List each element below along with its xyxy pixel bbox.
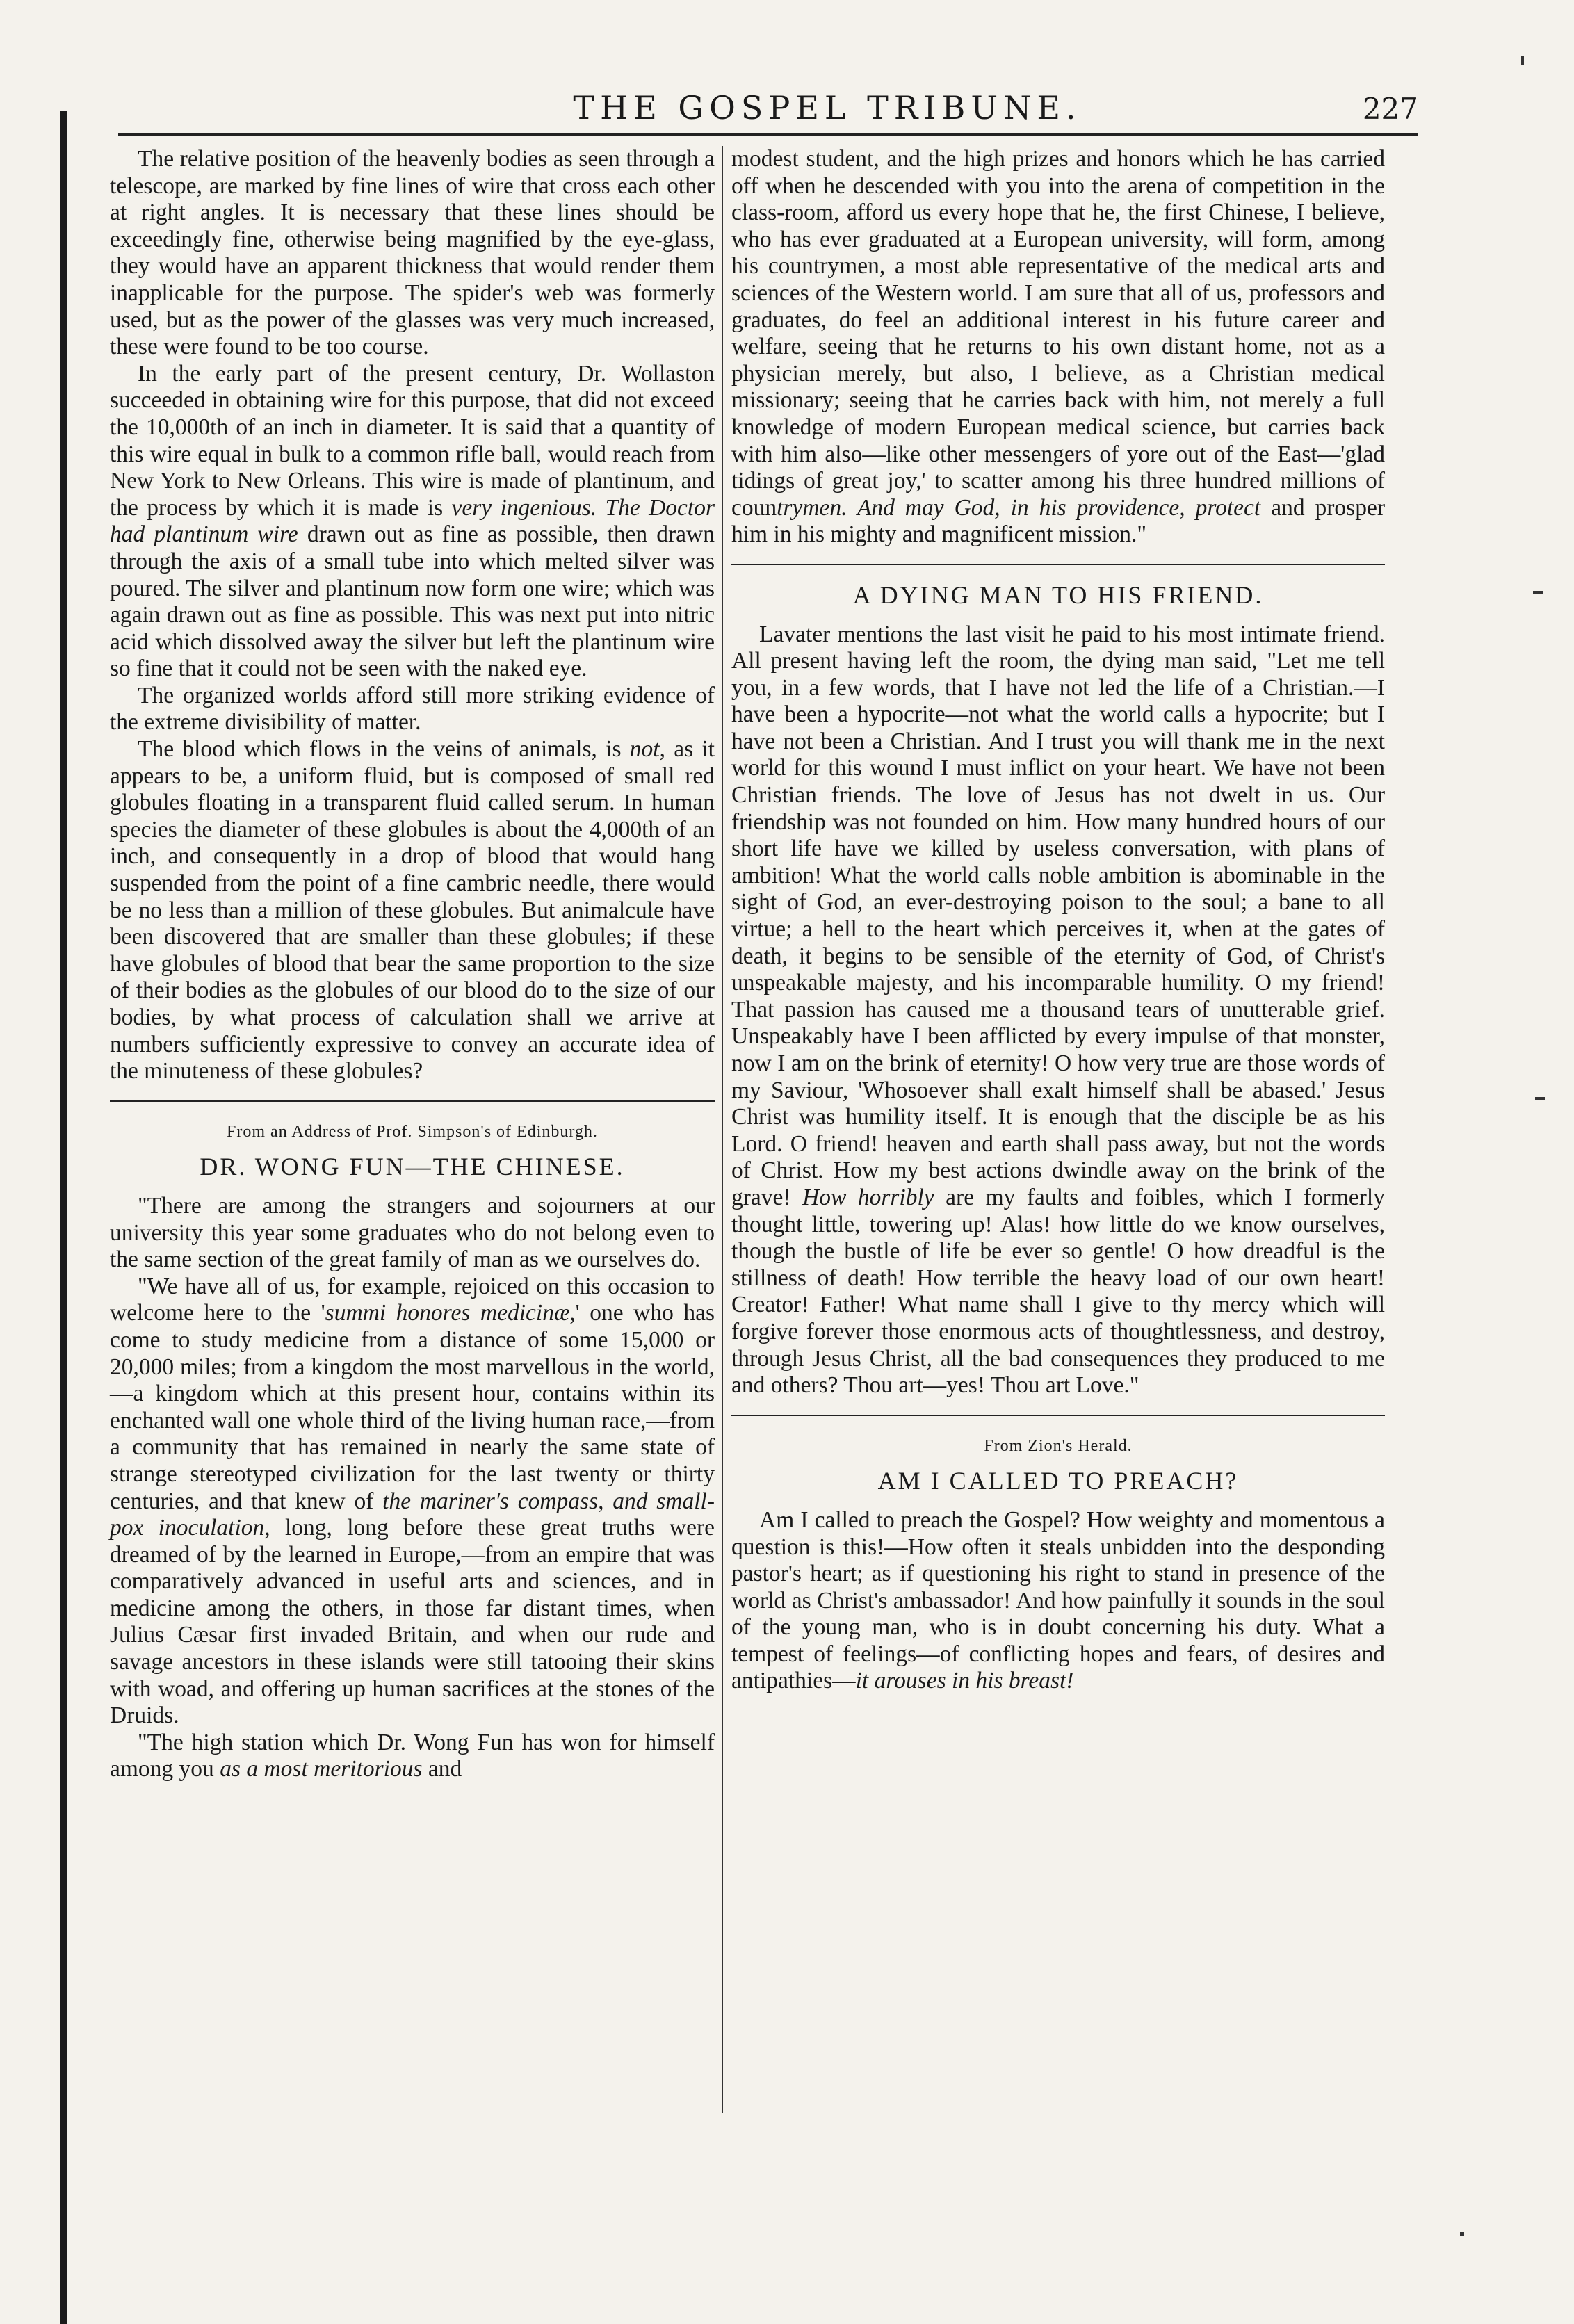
wire-paragraph-1: The relative position of the heavenly bodies as seen through a telescope, are marked by fine lines of wire that cross each other at right angles. It is necessary that these lines should be exceedingly fine, otherwise being magnified by the eye-glass, they would have an apparent thickness that would render them inapplicable for the purpose. The spider's web was formerly used, but as the power of the glasses was very much increased, these were found to be too course. <box>110 146 715 360</box>
italic-run: as a most meritorious <box>220 1756 423 1782</box>
wong-fun-continuation <box>731 146 1385 549</box>
right-column <box>731 146 1385 1695</box>
text-run: drawn out as fine as possible, then drawn through the axis of a small tube into which melted silver was poured. The silver and plantinum now form one wire; which was again drawn out as fine as possible. This was next put into nitric acid which dissolved away the silver but left the plantinum wire so fine that it could not be seen with the naked eye. <box>110 521 715 682</box>
preach-paragraph <box>731 1507 1385 1695</box>
italic-run: summi honores medicinæ <box>325 1300 570 1326</box>
article-heading: A DYING MAN TO HIS FRIEND. <box>852 580 1264 609</box>
margin-mark <box>1533 591 1543 594</box>
text-run: The blood which flows in the veins of animals, is <box>138 736 630 763</box>
italic-run: very ingenious. The Doctor had plantinum wire <box>110 494 715 548</box>
page-number: 227 <box>1362 92 1418 126</box>
text-run: modest student, and the high prizes and honors which he has carried off when he descended with you into the arena of competition in the class-room, afford us every hope that he, the first Chinese, I believe, who has ever graduated at a European university, will form, among his countrymen, a most able representative of the medical arts and sciences of the Western world. I am sure that all of us, professors and graduates, do feel an additional interest in his future career and welfare, seeing that he returns to his own distant home, not as a physician merely, but also, I believe, as a Christian medical missionary; seeing that he carries back with him, not merely a full knowledge of modern European medical science, but carries back with him also—like other messengers of yore out of the East—'glad tidings of great joy,' to scatter among his three hundred millions of coun <box>731 146 1385 521</box>
article-heading: DR. WONG FUN—THE CHINESE. <box>200 1153 625 1181</box>
text-run: and <box>422 1756 462 1782</box>
text-run: are my faults and foibles, which I formerly thought little, towering up! Alas! how little do we know ourselves, though the bustle of life be ever so gentle! O how dreadful is the stillness of death! How terrible the heavy load of our own heart! Creator! Father! What name shall I give to thy mercy which will forgive forever those enormous acts of thoughtlessness, and destroy, through Jesus Christ, all the bad consequences they produced to me and others? Thou art—yes! Thou art Love." <box>731 1184 1385 1399</box>
column-divider <box>722 146 723 2113</box>
text-run: "We have all of us, for example, rejoiced on this occasion to welcome here to the ' <box>110 1273 715 1326</box>
text-run: Am I called to preach the Gospel? How weighty and momentous a question is this!—How often it steals unbidden into the desponding pastor's heart; as if questioning his right to stand in presence of the world as Christ's ambassador! And how painfully it sounds in the soul of the young man, who is in doubt concerning his duty. What a tempest of feelings—of conflicting hopes and fears, of desires and antipathies— <box>731 1506 1385 1694</box>
text-run: "The high station which Dr. Wong Fun has won for himself among you <box>110 1729 715 1782</box>
wong-fun-paragraph-1: "There are among the strangers and sojourners at our university this year some graduates who do not belong even to the same section of the great family of man as we ourselves do. <box>110 1192 715 1273</box>
margin-mark <box>1521 56 1524 65</box>
italic-run: it arouses in his breast! <box>855 1668 1074 1694</box>
dying-man-paragraph <box>731 621 1385 1399</box>
italic-run: the mariner's compass, and small-pox inoculation, <box>110 1488 715 1541</box>
wong-fun-paragraph-3 <box>110 1730 715 1783</box>
section-rule <box>731 1415 1385 1416</box>
text-run: Lavater mentions the last visit he paid to his most intimate friend. All present having left the room, the dying man said, "Let me tell you, in a few words, that I have not led the life of a Christian.—I have been a hypocrite—not what the world calls a hypocrite; but I have not been a Christian. And I trust you will thank me in the next world for this wound I must inflict on your heart. We have not been Christian friends. The love of Jesus has not dwelt in us. Our friendship was not founded on him. How many hundred hours of our short life have we killed by useless conversation, with plans of ambition! What the world calls noble ambition is abominable in the sight of God, an ever-destroying poison to the soul; a bane to all virtue; a hell to the heart which perceives it, when at the gates of death, it begins to be sensible of the eternity of God, of Christ's unspeakable majesty, and his incomparable humility. O my friend! That passion has caused me a thousand tears of unutterable grief. Unspeakably have I been afflicted by every impulse of that monster, now I am on the brink of eternity! O how very true are those words of my Saviour, 'Whosoever shall exalt himself shall be abased.' Jesus Christ was humility itself. It is enough that the disciple be as his Lord. O friend! heaven and earth shall pass away, but not the words of Christ. How my best actions dwindle away on the brink of the grave! <box>731 621 1385 1210</box>
text-run: ,' one who has come to study medicine from a distance of some 15,000 or 20,000 miles; from a kingdom the most marvellous in the world,—a kingdom which at this present hour, contains within its enchanted wall one whole third of the living human race,—from a community that has remained in nearly the same state of strange stereotyped civilization for the last twenty or thirty centuries, and that knew of <box>110 1300 715 1514</box>
header-rule <box>118 133 1418 136</box>
text-run: In the early part of the present century, Dr. Wollaston succeeded in obtaining wire for this purpose, that did not exceed the 10,000th of an inch in diameter. It is said that a quantity of this wire equal in bulk to a common rifle ball, would reach from New York to New Orleans. This wire is made of plantinum, and the process by which it is made is <box>110 360 715 521</box>
blood-paragraph <box>110 736 715 1085</box>
italic-run: trymen. And may God, in his providence, protect <box>777 494 1261 521</box>
wire-paragraph-2 <box>110 361 715 683</box>
text-run: and prosper him in his mighty and magnificent mission." <box>731 494 1385 548</box>
italic-run: not <box>629 736 660 763</box>
left-column <box>110 146 715 1783</box>
article-source: From Zion's Herald. <box>984 1436 1133 1455</box>
divisibility-paragraph: The organized worlds afford still more striking evidence of the extreme divisibility of matter. <box>110 682 715 736</box>
running-title: THE GOSPEL TRIBUNE. <box>573 89 1082 127</box>
page-header <box>118 89 1418 138</box>
article-source: From an Address of Prof. Simpson's of Edinburgh. <box>227 1122 598 1141</box>
text-run: long, long before these great truths were dreamed of by the learned in Europe,—from an empire that was comparatively advanced in useful arts and sciences, and in medicine among the others, in those far distant times, when Julius Cæsar first invaded Britain, and when our rude and savage ancestors in these islands were still tatooing their skins with woad, and offering up human sacrifices at the stones of the Druids. <box>110 1515 715 1729</box>
italic-run: How horribly <box>802 1184 934 1210</box>
text-run: , as it appears to be, a uniform fluid, but is composed of small red globules floating in a transparent fluid called serum. In human species the diameter of these globules is about the 4,000th of an inch, and consequently in a drop of blood that would hang suspended from the point of a fine cambric needle, there would be no less than a million of these globules. But animalcule have been discovered that are smaller than these globules; if these have globules of blood that bear the same proportion to the size of their bodies as the globules of our blood do to the size of our bodies, by what process of calculation shall we arrive at numbers sufficiently expressive to convey an accurate idea of the minuteness of these globules? <box>110 736 715 1084</box>
article-heading: AM I CALLED TO PREACH? <box>877 1467 1239 1495</box>
section-rule <box>110 1100 715 1102</box>
binding-edge <box>60 111 67 2324</box>
section-rule <box>731 564 1385 565</box>
margin-mark <box>1535 1097 1545 1100</box>
margin-mark <box>1460 2232 1464 2236</box>
wong-fun-paragraph-2 <box>110 1274 715 1730</box>
